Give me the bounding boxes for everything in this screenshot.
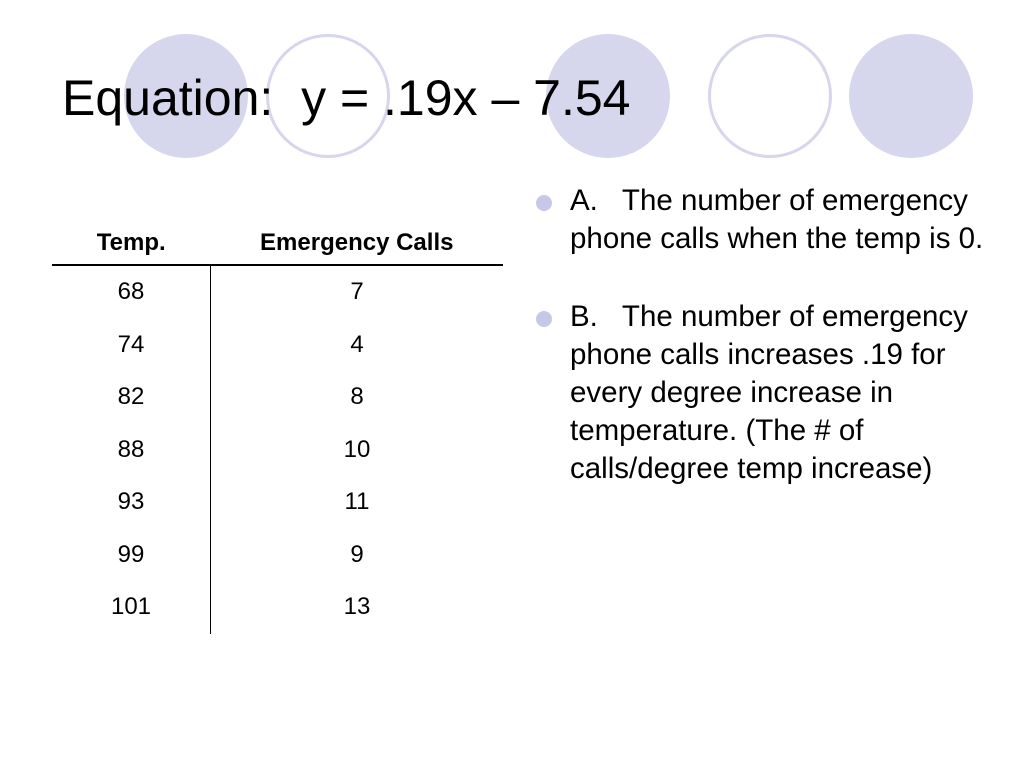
slide-title: Equation: y = .19x – 7.54 [62, 70, 631, 126]
calls-cell: 8 [350, 383, 364, 411]
temp-cell: 74 [52, 319, 211, 372]
table-row [52, 265, 503, 319]
calls-cell: 4 [350, 330, 364, 358]
decorative-circle-filled [849, 34, 973, 158]
bullet-dot-icon [536, 195, 552, 211]
temp-cell: 82 [52, 371, 211, 424]
table-row [52, 529, 503, 582]
calls-cell: 10 [343, 435, 371, 463]
bullet-text: B. The number of emergency phone calls increases .19 for every degree increase in temperature. (The # of calls/degree temp increase) [570, 300, 977, 485]
calls-cell: 7 [350, 278, 364, 306]
column-header-temp: Temp. [52, 222, 211, 265]
bullet-item-b [534, 298, 994, 488]
calls-cell: 11 [344, 488, 370, 516]
calls-cell: 9 [350, 540, 364, 568]
column-header-emergency-calls: Emergency Calls [211, 222, 504, 265]
temp-cell: 99 [52, 529, 211, 582]
bullet-dot-icon [536, 311, 552, 327]
temp-cell: 101 [52, 581, 211, 634]
bullet-item-a [534, 182, 994, 258]
temp-cell: 88 [52, 424, 211, 477]
bullet-list [534, 182, 994, 528]
table-row [52, 424, 503, 477]
temp-cell: 93 [52, 476, 211, 529]
table-row [52, 581, 503, 634]
data-table [52, 222, 503, 634]
table-row [52, 371, 503, 424]
decorative-circle-outline [708, 34, 832, 158]
bullet-text: A. The number of emergency phone calls when the temp is 0. [570, 184, 984, 255]
calls-cell: 13 [343, 593, 371, 621]
temp-cell: 68 [52, 265, 211, 319]
table-header-row [52, 222, 503, 265]
table-row [52, 319, 503, 372]
table-row [52, 476, 503, 529]
